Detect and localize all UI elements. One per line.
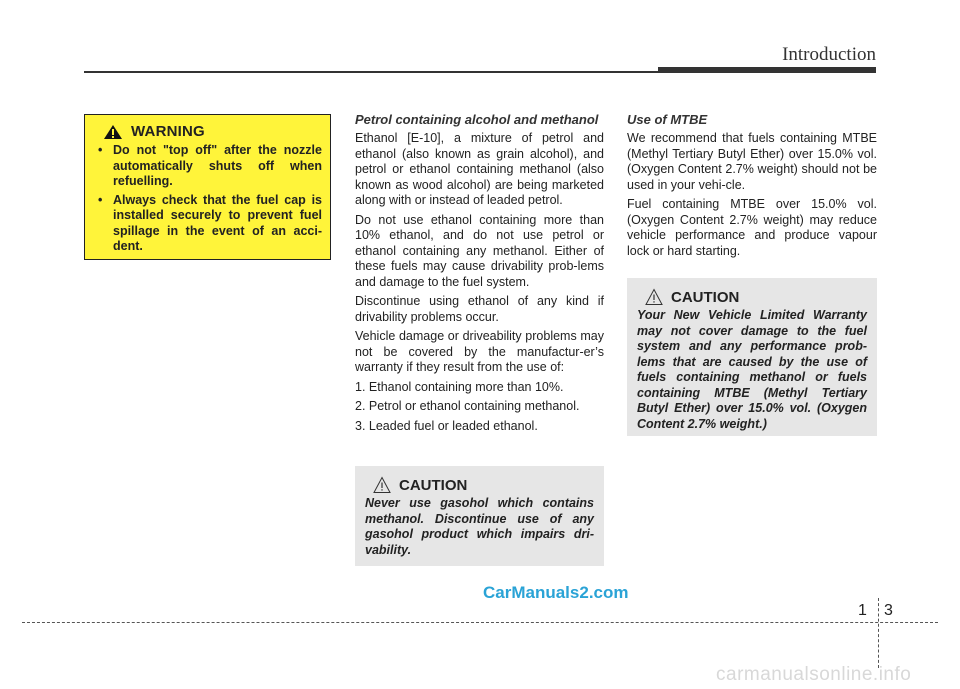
list-item: 3. Leaded fuel or leaded ethanol. <box>355 418 538 433</box>
section-title: Introduction <box>782 44 876 65</box>
warning-box <box>84 114 331 260</box>
list-item: 1. Ethanol containing more than 10%. <box>355 379 564 394</box>
footer-watermark: carmanualsonline.info <box>716 664 912 685</box>
body-paragraph: Do not use ethanol containing more than 10% ethanol, and do not use petrol or ethanol containing any methanol. Either of these fuels may cause drivability prob-lems and damage to the fuel system. <box>355 212 604 289</box>
caution-header <box>373 476 594 494</box>
caution-header <box>645 288 867 306</box>
caution-text: Never use gasohol which contains methanol. Discontinue use of any gasohol product which impairs dri-vability. <box>365 496 594 557</box>
caution-title: CAUTION <box>671 288 740 306</box>
body-paragraph: Fuel containing MTBE over 15.0% vol. (Oxygen Content 2.7% weight) may reduce vehicle performance and produce vapour lock or hard starting. <box>627 197 877 258</box>
chapter-number: 1 <box>858 602 867 619</box>
header-rule-accent <box>658 67 876 73</box>
mtbe-heading: Use of MTBE <box>627 112 708 127</box>
mtbe-section <box>627 112 877 263</box>
body-paragraph: We recommend that fuels containing MTBE (Methyl Tertiary Butyl Ether) over 15.0% vol. (Oxygen Content 2.7% weight) should not be used in your vehi-cle. <box>627 131 877 192</box>
page-number: 3 <box>884 602 893 619</box>
caution-box-gasohol <box>355 466 604 566</box>
body-paragraph: Discontinue using ethanol of any kind if drivability problems occur. <box>355 294 604 324</box>
footer-rule <box>22 622 938 623</box>
footer-divider <box>878 598 879 668</box>
caution-title: CAUTION <box>399 476 468 494</box>
watermark-link[interactable]: CarManuals2.com <box>483 583 629 602</box>
warning-item: • Do not "top off" after the nozzle automatically shuts off when refuelling. <box>98 143 322 188</box>
warning-header <box>103 123 322 140</box>
warning-item: • Always check that the fuel cap is installed securely to prevent fuel spillage in the event of an acci-dent. <box>98 192 322 253</box>
petrol-heading: Petrol containing alcohol and methanol <box>355 112 599 127</box>
warning-icon <box>103 124 123 140</box>
warning-list <box>93 143 322 255</box>
header-rule <box>84 71 658 73</box>
warning-title: WARNING <box>131 123 205 140</box>
body-paragraph: Vehicle damage or driveability problems may not be covered by the manufactur-er’s warranty if they result from the use of: <box>355 329 604 374</box>
list-item: 2. Petrol or ethanol containing methanol. <box>355 399 580 413</box>
petrol-section <box>355 112 604 438</box>
caution-box-warranty <box>627 278 877 436</box>
caution-icon <box>373 476 391 494</box>
body-paragraph: Ethanol [E-10], a mixture of petrol and ethanol (also known as grain alcohol), and petrol or ethanol containing methanol (also known as wood alcohol) are being marketed along with or instead of leaded petrol. <box>355 131 604 207</box>
caution-icon <box>645 288 663 306</box>
caution-text: Your New Vehicle Limited Warranty may not cover damage to the fuel system and any performance prob-lems that are caused by the use of fuels containing methanol or fuels containing MTBE (Methyl Tertiary Butyl Ether) over 15.0% vol. (Oxygen Content 2.7% weight.) <box>637 308 867 431</box>
